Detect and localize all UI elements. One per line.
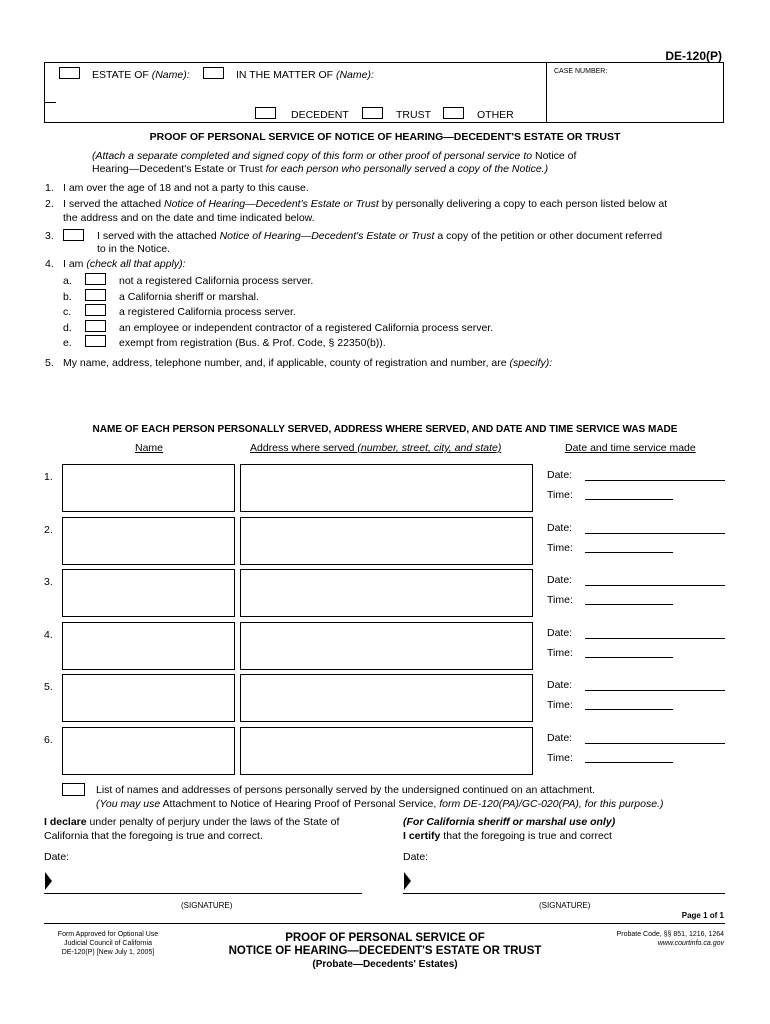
time-label: Time:	[547, 752, 573, 764]
right-signature-line[interactable]	[403, 893, 725, 894]
served-address-field[interactable]	[240, 464, 533, 512]
instructions-line-2: Hearing—Decedent's Estate or Trust for each person who personally served a copy of the Notice.)	[92, 163, 549, 175]
date-field[interactable]	[585, 480, 725, 481]
attachment-line-2: (You may use Attachment to Notice of Hearing Proof of Personal Service, form DE-120(PA)/GC-020(PA), for this purpose.)	[96, 798, 664, 810]
estate-of-label: ESTATE OF (Name):	[92, 69, 190, 81]
declare-line-2: California that the foregoing is true and correct.	[44, 830, 263, 842]
right-date-label: Date:	[403, 851, 429, 863]
time-field[interactable]	[585, 657, 673, 658]
left-signature-line[interactable]	[44, 893, 362, 894]
row-number: 3.	[44, 576, 53, 588]
form-title: PROOF OF PERSONAL SERVICE OF NOTICE OF HEARING—DECEDENT'S ESTATE OR TRUST	[149, 131, 621, 143]
attachment-checkbox[interactable]	[62, 783, 85, 796]
option-b-text: a California sheriff or marshal.	[119, 291, 259, 303]
option-a-letter: a.	[63, 275, 72, 287]
in-matter-of-checkbox[interactable]	[203, 67, 224, 79]
col-address-header: Address where served (number, street, city, and state)	[250, 442, 502, 454]
footer-center-line-1: PROOF OF PERSONAL SERVICE OF	[285, 932, 485, 944]
option-e-letter: e.	[63, 337, 72, 349]
other-checkbox[interactable]	[443, 107, 464, 119]
col-name-header: Name	[135, 442, 164, 454]
certify-line-1: (For California sheriff or marshal use only)	[403, 816, 616, 828]
caption-dash	[44, 102, 56, 103]
served-name-field[interactable]	[62, 517, 235, 565]
served-address-field[interactable]	[240, 517, 533, 565]
served-address-field[interactable]	[240, 727, 533, 775]
row-number: 4.	[44, 629, 53, 641]
served-name-field[interactable]	[62, 569, 235, 617]
time-field[interactable]	[585, 499, 673, 500]
attachment-line-1: List of names and addresses of persons personally served by the undersigned continued on an attachment.	[96, 784, 596, 796]
item-4-text: I am (check all that apply):	[63, 258, 186, 270]
estate-of-checkbox[interactable]	[59, 67, 80, 79]
served-address-field[interactable]	[240, 622, 533, 670]
caption-divider	[546, 62, 547, 123]
in-matter-of-label: IN THE MATTER OF (Name):	[236, 69, 374, 81]
left-date-label: Date:	[44, 851, 70, 863]
footer-left-line-3: DE-120(P) [New July 1, 2005]	[61, 949, 155, 956]
item-3-text-cont: to in the Notice.	[97, 243, 170, 255]
served-address-field[interactable]	[240, 674, 533, 722]
date-label: Date:	[547, 469, 573, 481]
decedent-checkbox[interactable]	[255, 107, 276, 119]
option-c-checkbox[interactable]	[85, 304, 106, 316]
row-number: 5.	[44, 681, 53, 693]
trust-label: TRUST	[396, 109, 431, 121]
item-5-text: My name, address, telephone number, and, if applicable, county of registration and number, are (specify):	[63, 357, 553, 369]
row-number: 6.	[44, 734, 53, 746]
footer-right-line-1: Probate Code, §§ 851, 1216, 1264	[616, 931, 724, 938]
time-label: Time:	[547, 489, 573, 501]
option-d-letter: d.	[63, 322, 72, 334]
right-signature-arrow-icon	[404, 872, 411, 890]
decedent-label: DECEDENT	[291, 109, 349, 121]
left-signature-arrow-icon	[45, 872, 52, 890]
item-4-number: 4.	[45, 258, 54, 270]
footer-left-line-2: Judicial Council of California	[64, 940, 152, 947]
date-label: Date:	[547, 732, 573, 744]
served-name-field[interactable]	[62, 622, 235, 670]
item-2-text: I served the attached Notice of Hearing—Decedent's Estate or Trust by personally delivering a copy to each person listed below at	[63, 198, 668, 210]
option-b-checkbox[interactable]	[85, 289, 106, 301]
item-2-text-cont: the address and on the date and time indicated below.	[63, 212, 315, 224]
time-label: Time:	[547, 699, 573, 711]
option-a-text: not a registered California process server.	[119, 275, 314, 287]
date-field[interactable]	[585, 690, 725, 691]
date-label: Date:	[547, 679, 573, 691]
page-number: Page 1 of 1	[681, 911, 724, 920]
footer-left-line-1: Form Approved for Optional Use	[57, 931, 159, 938]
time-label: Time:	[547, 594, 573, 606]
instructions-line-1: (Attach a separate completed and signed copy of this form or other proof of personal service to Notice of	[92, 150, 577, 162]
certify-line-2: I certify that the foregoing is true and correct	[403, 830, 612, 842]
date-field[interactable]	[585, 743, 725, 744]
date-field[interactable]	[585, 585, 725, 586]
item-3-checkbox[interactable]	[63, 229, 84, 241]
option-b-letter: b.	[63, 291, 72, 303]
date-label: Date:	[547, 574, 573, 586]
declare-line-1: I declare under penalty of perjury under the laws of the State of	[44, 816, 340, 828]
date-label: Date:	[547, 522, 573, 534]
item-1-text: I am over the age of 18 and not a party to this cause.	[63, 182, 309, 194]
item-3-text: I served with the attached Notice of Hearing—Decedent's Estate or Trust a copy of the petition or other document referred	[97, 230, 663, 242]
option-d-text: an employee or independent contractor of a registered California process server.	[119, 322, 494, 334]
item-3-number: 3.	[45, 230, 54, 242]
row-number: 1.	[44, 471, 53, 483]
footer-rule	[44, 923, 725, 924]
form-id: DE-120(P)	[665, 49, 722, 63]
served-address-field[interactable]	[240, 569, 533, 617]
time-field[interactable]	[585, 709, 673, 710]
option-e-checkbox[interactable]	[85, 335, 106, 347]
trust-checkbox[interactable]	[362, 107, 383, 119]
item-5-number: 5.	[45, 357, 54, 369]
date-field[interactable]	[585, 638, 725, 639]
option-c-text: a registered California process server.	[119, 306, 296, 318]
other-label: OTHER	[477, 109, 514, 121]
time-label: Time:	[547, 542, 573, 554]
date-field[interactable]	[585, 533, 725, 534]
col-datetime-header: Date and time service made	[565, 442, 696, 454]
item-2-number: 2.	[45, 198, 54, 210]
right-signature-label: (SIGNATURE)	[539, 901, 591, 910]
case-number-label: CASE NUMBER:	[554, 68, 608, 75]
date-label: Date:	[547, 627, 573, 639]
option-d-checkbox[interactable]	[85, 320, 106, 332]
time-field[interactable]	[585, 552, 673, 553]
served-name-field[interactable]	[62, 464, 235, 512]
served-name-field[interactable]	[62, 727, 235, 775]
served-name-field[interactable]	[62, 674, 235, 722]
footer-center-line-2: NOTICE OF HEARING—DECEDENT'S ESTATE OR TRUST	[228, 945, 542, 957]
time-field[interactable]	[585, 604, 673, 605]
served-table-heading: NAME OF EACH PERSON PERSONALLY SERVED, ADDRESS WHERE SERVED, AND DATE AND TIME SERVICE WAS MADE	[92, 424, 678, 435]
option-a-checkbox[interactable]	[85, 273, 106, 285]
footer-right	[617, 930, 724, 948]
time-field[interactable]	[585, 762, 673, 763]
left-signature-label: (SIGNATURE)	[181, 901, 233, 910]
option-e-text: exempt from registration (Bus. & Prof. Code, § 22350(b)).	[119, 337, 386, 349]
row-number: 2.	[44, 524, 53, 536]
time-label: Time:	[547, 647, 573, 659]
footer-center-line-3: (Probate—Decedents' Estates)	[312, 959, 458, 970]
item-1-number: 1.	[45, 182, 54, 194]
option-c-letter: c.	[63, 306, 72, 318]
footer-right-line-2: www.courtinfo.ca.gov	[657, 940, 724, 947]
